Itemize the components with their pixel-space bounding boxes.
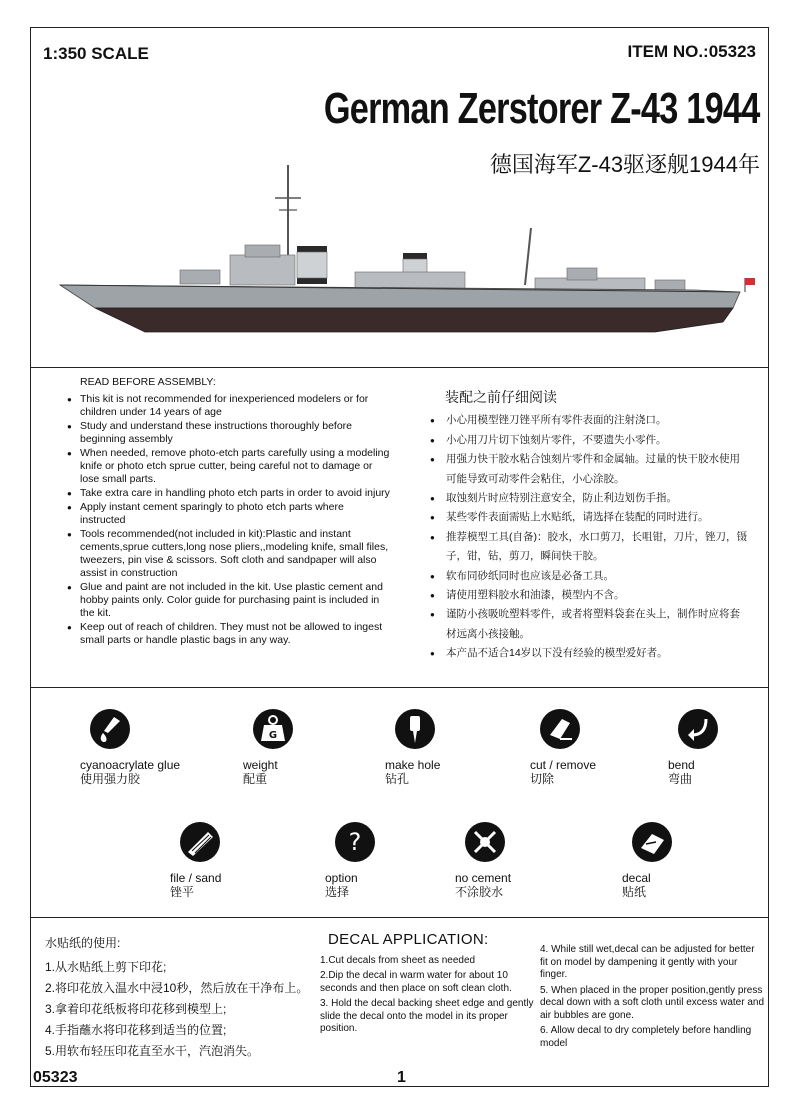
- instruction-item-cn: ● 谨防小孩吸吮塑料零件，或者将塑料袋套在头上，制作时应将套材远离小孩接触。: [430, 605, 750, 644]
- decal-step-en: 5. When placed in the proper position,gently press decal down with a soft cloth until excess water and air bubbles are gone.: [540, 984, 765, 1021]
- instructions-en: [60, 376, 390, 648]
- symbol-label-cn: 切除: [530, 772, 555, 786]
- symbol-no-cement: [455, 822, 565, 899]
- instruction-item-cn: ● 软布同砂纸同时也应该是必备工具。: [430, 567, 750, 586]
- decal-step-en: 1.Cut decals from sheet as needed: [320, 954, 476, 966]
- symbol-label-cn: 贴纸: [622, 885, 647, 899]
- symbol-label-cn: 使用强力胶: [80, 772, 141, 786]
- decal-step-en: 4. While still wet,decal can be adjusted for better fit on model by dampening it gently with your finger.: [540, 944, 755, 980]
- decal-step-cn: 5.用软布轻压印花直至水干，汽泡消失。: [45, 1044, 260, 1058]
- symbol-decal: [622, 822, 732, 899]
- decal-cn-heading: 水贴纸的使用:: [45, 936, 121, 950]
- instruction-item-cn: ● 小心用刀片切下蚀刻片零件，不要遗失小零件。: [430, 431, 750, 450]
- decal-step-en: 3. Hold the decal backing sheet edge and gently slide the decal onto the model in its proper position.: [320, 998, 534, 1034]
- instruction-item-cn: ● 推荐模型工具(自备)：胶水，水口剪刀，长咀钳，刀片，锉刀，镊子，钳，钻，剪刀，瞬间快干胶。: [430, 528, 750, 567]
- symbol-glue: [80, 709, 190, 786]
- instruction-item: ● Apply instant cement sparingly to photo etch parts where instructed: [70, 501, 390, 527]
- instruction-item-cn: ● 本产品不适合14岁以下没有经验的模型爱好者。: [430, 644, 750, 663]
- no-cement-icon: [465, 822, 505, 862]
- instructions-cn: [430, 388, 750, 664]
- instructions-en-heading: READ BEFORE ASSEMBLY:: [80, 376, 216, 388]
- file-icon: [180, 822, 220, 862]
- symbol-label-cn: 弯曲: [668, 772, 693, 786]
- symbol-bend: [668, 709, 778, 786]
- svg-text:?: ?: [348, 828, 362, 856]
- decal-step-cn: 4.手指蘸水将印花移到适当的位置;: [45, 1023, 227, 1037]
- instruction-item: ● Keep out of reach of children. They must not be allowed to ingest small parts or handle plastic bags in any way.: [70, 621, 390, 647]
- instruction-item-cn: ● 取蚀刻片时应特别注意安全，防止利边划伤手指。: [430, 489, 750, 508]
- instruction-item-cn: ● 用强力快干胶水粘合蚀刻片零件和金属轴。过量的快干胶水使用可能导致可动零件会粘住，小心涂胶。: [430, 450, 750, 489]
- symbol-label-en: no cement: [455, 871, 512, 885]
- svg-text:G: G: [268, 730, 278, 741]
- instructions-cn-heading: 装配之前仔细阅读: [445, 389, 557, 405]
- question-icon: [335, 822, 375, 862]
- instruction-item: ● Study and understand these instructions thoroughly before beginning assembly: [70, 420, 390, 446]
- symbol-label-cn: 钻孔: [385, 772, 410, 786]
- decal-icon: [632, 822, 672, 862]
- symbol-label-en: option: [325, 871, 358, 885]
- divider-bottom: [30, 917, 769, 918]
- symbol-label-cn: 选择: [325, 885, 350, 899]
- decal-step-en: 2.Dip the decal in warm water for about 10 seconds and then place on soft clean cloth.: [320, 970, 512, 994]
- weight-icon: [253, 709, 293, 749]
- page-title-cn: 德国海军Z-43驱逐舰1944年: [489, 152, 760, 177]
- glue-drop-icon: [90, 709, 130, 749]
- scale-label: 1:350 SCALE: [43, 44, 149, 63]
- ship-illustration: [55, 160, 755, 355]
- divider-middle: [30, 687, 769, 688]
- symbol-label-cn: 不涂胶水: [455, 885, 504, 899]
- symbol-label-en: file / sand: [170, 871, 222, 885]
- decal-step-cn: 2.将印花放入温水中浸10秒，然后放在干净布上。: [45, 981, 309, 995]
- instruction-item-cn: ● 某些零件表面需贴上水贴纸，请选择在装配的同时进行。: [430, 508, 750, 527]
- instruction-item-cn: ● 请使用塑料胶水和油漆，模型内不含。: [430, 586, 750, 605]
- page-number: 1: [397, 1069, 406, 1086]
- symbol-make-hole: [385, 709, 495, 786]
- symbol-file-sand: [170, 822, 280, 899]
- symbol-label-cn: 锉平: [170, 885, 195, 899]
- decal-instructions-en: [320, 931, 535, 1039]
- instruction-item: ● Take extra care in handling photo etch parts in order to avoid injury: [70, 487, 390, 500]
- decal-step-en: 6. Allow decal to dry completely before handling model: [540, 1025, 752, 1049]
- cut-icon: [540, 709, 580, 749]
- symbol-cut: [530, 709, 640, 786]
- divider-top: [30, 367, 769, 368]
- instruction-item: ● When needed, remove photo-etch parts carefully using a modeling knife or photo etch sprue cutter, being careful not to damage or lose small parts.: [70, 447, 390, 486]
- decal-en-heading: DECAL APPLICATION:: [328, 931, 489, 948]
- instruction-item: ● Tools recommended(not included in kit):Plastic and instant cements,sprue cutters,long nose pliers,,modeling knife, small files, tweezers, pin vise & scissors. Soft cloth and sandpaper will also assist in construction: [70, 528, 390, 580]
- decal-step-cn: 1.从水贴纸上剪下印花;: [45, 960, 167, 974]
- symbol-label-en: decal: [622, 871, 651, 885]
- decal-instructions-en-continued: [540, 944, 765, 1053]
- instruction-item: ● Glue and paint are not included in the kit. Use plastic cement and hobby paints only. Color guide for purchasing paint is included in the kit.: [70, 581, 390, 620]
- symbol-label-en: make hole: [385, 758, 441, 772]
- symbol-label-en: cut / remove: [530, 758, 597, 772]
- instruction-item-cn: ● 小心用模型锉刀锉平所有零件表面的注射浇口。: [430, 411, 750, 430]
- footer-item-number: 05323: [33, 1069, 78, 1086]
- item-number: ITEM NO.:05323: [627, 42, 756, 61]
- symbol-weight: [243, 709, 353, 786]
- drill-icon: [395, 709, 435, 749]
- decal-instructions-cn: [45, 933, 308, 1062]
- symbol-label-en: cyanoacrylate glue: [80, 758, 181, 772]
- instruction-item: ● This kit is not recommended for inexperienced modelers or for children under 14 years of age: [70, 393, 390, 419]
- symbol-label-en: bend: [668, 758, 695, 772]
- symbol-label-cn: 配重: [243, 772, 268, 786]
- page-title: German Zerstorer Z-43 1944: [324, 84, 760, 133]
- decal-step-cn: 3.拿着印花纸板将印花移到模型上;: [45, 1002, 227, 1016]
- symbol-label-en: weight: [243, 758, 278, 772]
- bend-arrow-icon: [678, 709, 718, 749]
- symbol-option: [325, 822, 435, 899]
